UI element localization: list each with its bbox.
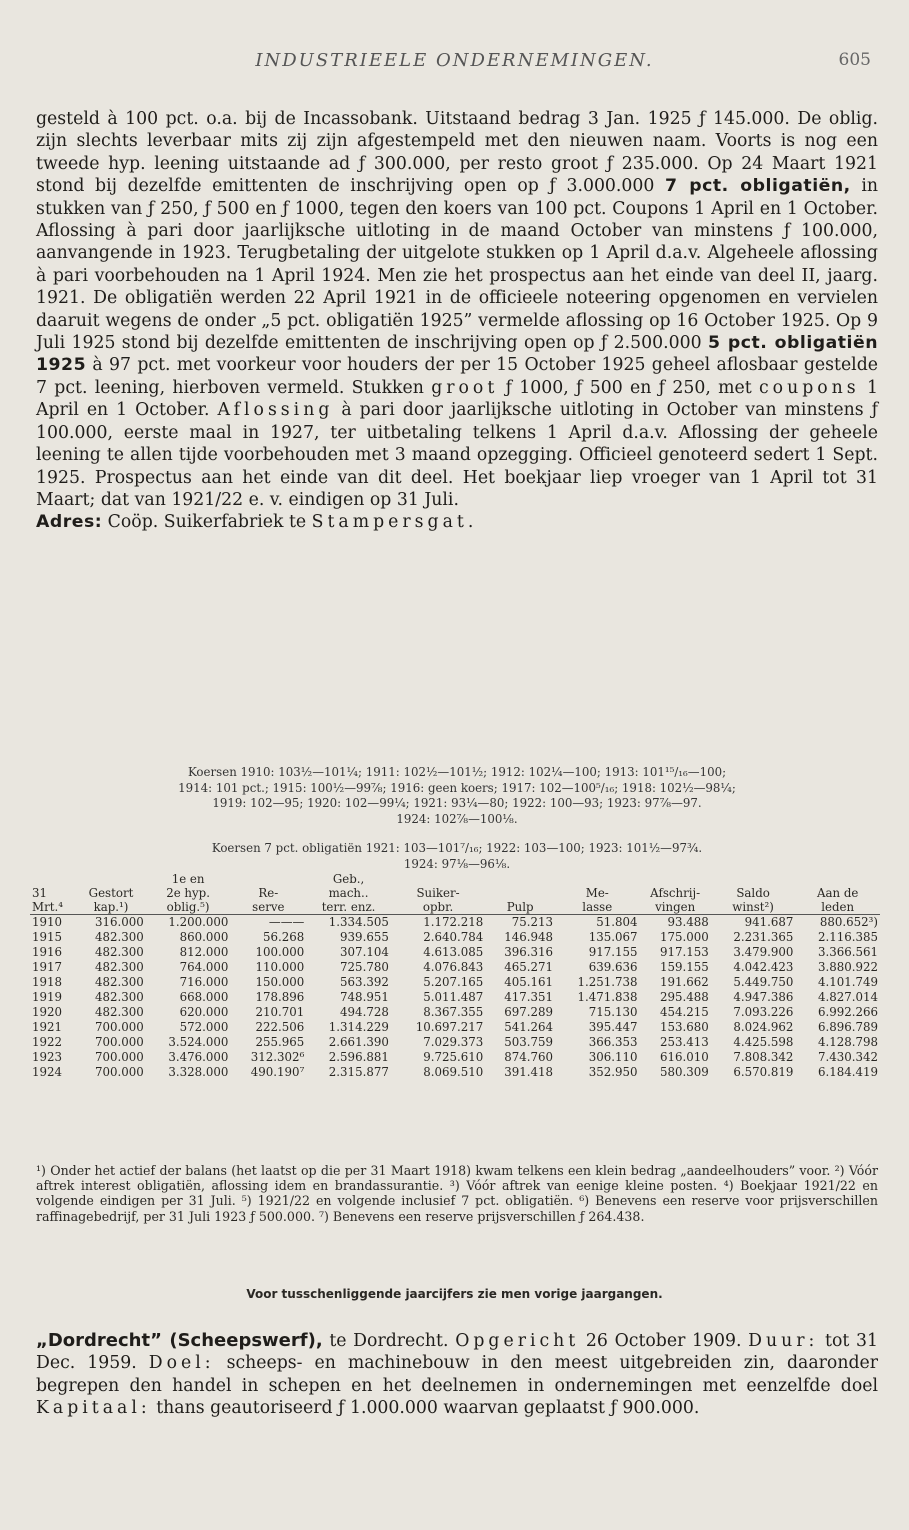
price-line: Koersen 7 pct. obligatiën 1921: 103—101⁷/₁₆; 1922: 103—100; 1923: 101½—97¾.	[211, 841, 703, 855]
text-run: 26 October 1909.	[579, 1331, 749, 1351]
table-cell: 482.300	[95, 930, 144, 944]
table-cell: 1924	[32, 1065, 63, 1079]
table-cell: 1918	[32, 975, 63, 989]
table-row	[30, 960, 880, 975]
table-cell: 255.965	[255, 1035, 305, 1049]
table-cell: 454.215	[660, 1005, 709, 1019]
table-cell: 748.951	[340, 990, 389, 1004]
table-cell: 253.413	[660, 1035, 709, 1049]
table-cell: 3.880.922	[817, 960, 878, 974]
table-cell: 939.655	[340, 930, 389, 944]
table-cell: 764.000	[179, 960, 229, 974]
column-header	[306, 872, 391, 915]
text-run: in stukken van ƒ 250, ƒ 500 en ƒ 1000, tegen den koers van 100 pct. Coupons 1 April en 1 October. Aflossing à pari door jaarlijksche uitloting in de maand October van minstens ƒ 100.000, aanvangende in 1923. Terugbetaling der uitgelote stukken op 1 April d.a.v. Algeheele aflossing à pari voorbehouden na 1 April 1924. Men zie het prospectus aan het einde van deel II, jaarg. 1921. De obligatiën werden 22 April 1921 in de officieele noteering opgenomen en vervielen daaruit wegens de onder „5 pct. obligatiën 1925” vermelde aflossing op 16 October 1925. Op 9 Juli 1925 stond bij dezelfde emittenten de inschrijving open op ƒ 2.500.000	[36, 176, 879, 354]
table-cell: 2.116.385	[817, 930, 878, 944]
table-cell: 4.076.843	[423, 960, 484, 974]
table-cell: 1915	[32, 930, 63, 944]
table-cell: 1.471.838	[577, 990, 638, 1004]
header-line: 31	[32, 886, 48, 900]
spaced-word: Doel:	[148, 1353, 215, 1374]
column-header	[485, 872, 555, 915]
column-header	[711, 872, 796, 915]
table-cell: 307.104	[340, 945, 389, 959]
table-cell: 7.029.373	[423, 1035, 484, 1049]
table-cell: 941.687	[744, 915, 794, 929]
spaced-word: Kapitaal:	[36, 1398, 151, 1419]
table-cell: 6.896.789	[817, 1020, 878, 1034]
table-cell: 417.351	[504, 990, 553, 1004]
header-line: mach..	[328, 886, 369, 900]
table-cell: 6.570.819	[733, 1065, 794, 1079]
table-cell: ———	[268, 915, 305, 929]
table-cell: 191.662	[660, 975, 709, 989]
header-line: 2e hyp.	[166, 886, 210, 900]
text-run: scheeps- en machinebouw in den meest uitgebreiden zin, daaronder begrepen den handel in schepen en het deelnemen in ondernemingen met eenzelfde doel	[36, 1353, 878, 1396]
table-cell: 405.161	[504, 975, 553, 989]
table-cell: 541.264	[504, 1020, 553, 1034]
price-line: Koersen 1910: 103½—101¼; 1911: 102½—101½; 1912: 102¼—100; 1913: 101¹⁵/₁₆—100;	[187, 765, 727, 779]
table-cell: 1920	[32, 1005, 63, 1019]
dordrecht-paragraph	[36, 1330, 878, 1420]
financial-table	[30, 872, 880, 1080]
header-line: winst²)	[732, 900, 774, 914]
table-cell: 5.449.750	[733, 975, 794, 989]
spaced-word: groot	[431, 377, 499, 398]
table-cell: 1.200.000	[168, 915, 229, 929]
header-line: Mrt.⁴	[32, 900, 63, 914]
table-cell: 175.000	[660, 930, 709, 944]
table-cell: 1917	[32, 960, 63, 974]
table-cell: 6.992.266	[817, 1005, 878, 1019]
company-name: „Dordrecht” (Scheepswerf),	[36, 1330, 323, 1351]
table-row	[30, 990, 880, 1005]
table-cell: 4.128.798	[817, 1035, 878, 1049]
table-cell: 3.524.000	[168, 1035, 229, 1049]
header-line: Suiker-	[416, 886, 460, 900]
table-cell: 917.153	[660, 945, 709, 959]
table-cell: 3.328.000	[168, 1065, 229, 1079]
table-cell: 1.314.229	[328, 1020, 389, 1034]
column-header	[640, 872, 711, 915]
table-cell: 312.302⁶	[250, 1050, 305, 1064]
table-cell: 482.300	[95, 990, 144, 1004]
footnotes	[36, 1163, 878, 1224]
text-run: tot 31 Dec. 1959.	[36, 1331, 879, 1374]
table-cell: 4.101.749	[817, 975, 878, 989]
table-cell: 465.271	[504, 960, 553, 974]
running-title: INDUSTRIEELE ONDERNEMINGEN.	[255, 50, 654, 71]
running-header	[0, 50, 909, 80]
spaced-word: Duur:	[748, 1331, 819, 1351]
table-cell: 395.447	[588, 1020, 638, 1034]
header-line: opbr.	[422, 900, 454, 914]
table-row	[30, 1050, 880, 1065]
table-cell: 146.948	[504, 930, 553, 944]
bold-heading: 7 pct. obligatiën,	[665, 176, 851, 197]
table-cell: 572.000	[179, 1020, 229, 1034]
address-line	[36, 511, 878, 533]
table-cell: 1919	[32, 990, 63, 1004]
table-cell: 222.506	[255, 1020, 305, 1034]
table-cell: 700.000	[95, 1020, 144, 1034]
table-cell: 639.636	[588, 960, 638, 974]
table-cell: 3.366.561	[817, 945, 878, 959]
header-line: lasse	[582, 900, 613, 914]
table-cell: 725.780	[340, 960, 389, 974]
address-label: Adres:	[36, 512, 103, 533]
table-cell: 8.069.510	[423, 1065, 484, 1079]
text-run: thans geautoriseerd ƒ 1.000.000 waarvan geplaatst ƒ 900.000.	[150, 1398, 700, 1419]
table-cell: 1910	[32, 915, 63, 929]
bond-paragraph	[36, 108, 878, 534]
price-line: 1924: 102⅞—100⅛.	[396, 811, 518, 826]
header-line: Afschrij-	[650, 886, 701, 900]
table-cell: 7.430.342	[817, 1050, 878, 1064]
page-number: 605	[838, 50, 871, 70]
price-line: 1919: 102—95; 1920: 102—99¼; 1921: 93¼—80; 1922: 100—93; 1923: 97⅞—97.	[212, 796, 702, 810]
table-cell: 3.479.900	[733, 945, 794, 959]
column-header	[391, 872, 485, 915]
price-line: 1924: 97⅛—96⅛.	[403, 856, 511, 871]
table-cell: 715.130	[588, 1005, 638, 1019]
header-line: Re-	[258, 886, 279, 900]
column-header	[555, 872, 640, 915]
header-line: serve	[252, 900, 285, 914]
column-header	[795, 872, 880, 915]
table-cell: 1.251.738	[577, 975, 638, 989]
table-cell: 396.316	[504, 945, 553, 959]
column-header	[230, 872, 306, 915]
table-cell: 1922	[32, 1035, 63, 1049]
table-row	[30, 1020, 880, 1035]
column-header	[30, 872, 76, 915]
table-cell: 616.010	[660, 1050, 709, 1064]
table-cell: 110.000	[255, 960, 305, 974]
table-row	[30, 975, 880, 990]
table-cell: 4.827.014	[817, 990, 878, 1004]
spaced-word: coupons	[759, 377, 860, 398]
text-run: à 97 pct. met voorkeur voor houders der per 15 October 1925 geheel aflosbaar gestelde 7 pct. leening, hierboven vermeld. Stukken	[36, 355, 878, 398]
table-cell: 482.300	[95, 960, 144, 974]
header-line: Saldo	[736, 886, 770, 900]
table-cell: 2.315.877	[328, 1065, 389, 1079]
table-cell: 917.155	[588, 945, 638, 959]
table-cell: 700.000	[95, 1035, 144, 1049]
table-cell: 2.661.390	[328, 1035, 389, 1049]
table-cell: 316.000	[95, 915, 144, 929]
header-line: Gestort	[88, 886, 134, 900]
table-cell: 563.392	[340, 975, 389, 989]
table-row	[30, 915, 880, 931]
table-row	[30, 1065, 880, 1080]
table-cell: 2.231.365	[733, 930, 794, 944]
table-cell: 860.000	[179, 930, 229, 944]
table-cell: 135.067	[588, 930, 638, 944]
table-cell: 295.488	[660, 990, 709, 1004]
column-header	[146, 872, 231, 915]
table-cell: 7.093.226	[733, 1005, 794, 1019]
table-cell: 1.334.505	[328, 915, 389, 929]
table-cell: 10.697.217	[415, 1020, 484, 1034]
text-run: gesteld à 100 pct. o.a. bij de Incassobank. Uitstaand bedrag 3 Jan. 1925 ƒ 145.000. De oblig. zijn slechts leverbaar mits zij zijn afgestempeld met den nieuwen naam. Voorts is nog een tweede hyp. leening uitstaande ad ƒ 300.000, per resto groot ƒ 235.000. Op 24 Maart 1921 stond bij dezelfde emittenten de inschrijving open op ƒ 3.000.000	[36, 109, 878, 197]
table-row	[30, 930, 880, 945]
text-run: 1 April en 1 October.	[36, 377, 878, 421]
table-cell: 4.042.423	[733, 960, 794, 974]
header-line: Me-	[585, 886, 609, 900]
table-cell: 150.000	[255, 975, 305, 989]
table-cell: 391.418	[504, 1065, 553, 1079]
table-cell: 4.613.085	[423, 945, 484, 959]
table-cell: 100.000	[255, 945, 305, 959]
table-cell: 5.207.165	[423, 975, 484, 989]
table-cell: 482.300	[95, 1005, 144, 1019]
column-header	[76, 872, 146, 915]
footnote-text: ¹) Onder het actief der balans (het laatst op die per 31 Maart 1918) kwam telkens een klein bedrag „aandeelhouders” voor. ²) Vóór aftrek interest obligatiën, aflossing idem en brandassurantie. ³) Vóór aftrek van eenige kleine posten. ⁴) Boekjaar 1921/22 en volgende eindigen per 31 Juli. ⁵) 1921/22 en volgende inclusief 7 pct. obligatiën. ⁶) Benevens een reserve voor prijsverschillen raffinagebedrijf, per 31 Juli 1923 ƒ 500.000. ⁷) Benevens een reserve prijsverschillen ƒ 264.438.	[36, 1163, 878, 1224]
table-cell: 93.488	[667, 915, 709, 929]
header-line: oblig.⁵)	[166, 900, 210, 914]
table-cell: 7.808.342	[733, 1050, 794, 1064]
text-run: à pari door jaarlijksche uitloting in October van minstens ƒ 100.000, eerste maal in 1927, ter uitbetaling telkens 1 April d.a.v. Aflossing der geheele leening te allen tijde voorbehouden met 3 maand opzegging. Officieel genoteerd sedert 1 Sept. 1925. Prospectus aan het einde van dit deel. Het boekjaar liep vroeger van 1 April tot 31 Maart; dat van 1921/22 e. v. eindigen op 31 Juli.	[36, 400, 878, 510]
table-cell: 482.300	[95, 945, 144, 959]
table-cell: 812.000	[179, 945, 229, 959]
header-line: 1e en	[171, 872, 205, 886]
table-cell: 153.680	[660, 1020, 709, 1034]
table-cell: 3.476.000	[168, 1050, 229, 1064]
table-cell: 6.184.419	[817, 1065, 878, 1079]
table-cell: 178.896	[255, 990, 305, 1004]
table-cell: 352.950	[588, 1065, 638, 1079]
spaced-word: Aflossing	[217, 400, 334, 421]
header-line: Pulp	[506, 900, 534, 914]
table-row	[30, 945, 880, 960]
spaced-word: Opgericht	[455, 1331, 580, 1351]
header-line: vingen	[655, 900, 696, 914]
table-cell: 51.804	[596, 915, 638, 929]
spaced-word: Stampersgat.	[311, 512, 478, 533]
table-cell: 2.596.881	[328, 1050, 389, 1064]
table-cell: 880.652³)	[819, 915, 878, 929]
table-header-row	[30, 872, 880, 915]
table-cell: 4.425.598	[733, 1035, 794, 1049]
table-cell: 668.000	[179, 990, 229, 1004]
text-run: Coöp. Suikerfabriek te	[102, 512, 312, 533]
table-cell: 700.000	[95, 1065, 144, 1079]
table-cell: 580.309	[660, 1065, 709, 1079]
price-line: 1914: 101 pct.; 1915: 100½—99⅞; 1916: geen koers; 1917: 102—100⁵/₁₆; 1918: 102½—98¼;	[178, 780, 736, 795]
table-cell: 8.024.962	[733, 1020, 794, 1034]
table-cell: 700.000	[95, 1050, 144, 1064]
text-run: ƒ 1000, ƒ 500 en ƒ 250, met	[498, 377, 759, 398]
table-cell: 4.947.386	[733, 990, 794, 1004]
table-row	[30, 1005, 880, 1020]
header-line: Geb.,	[332, 872, 365, 886]
text-run: te Dordrecht.	[322, 1331, 456, 1351]
table-cell: 874.760	[504, 1050, 553, 1064]
table-cell: 503.759	[504, 1035, 553, 1049]
table-cell: 1921	[32, 1020, 63, 1034]
table-cell: 9.725.610	[423, 1050, 484, 1064]
price-history	[36, 765, 878, 872]
table-cell: 210.701	[255, 1005, 305, 1019]
table-cell: 366.353	[588, 1035, 638, 1049]
table-cell: 494.728	[340, 1005, 389, 1019]
header-line: Aan de	[816, 886, 859, 900]
table-cell: 716.000	[179, 975, 229, 989]
table-cell: 620.000	[179, 1005, 229, 1019]
table-cell: 56.268	[263, 930, 305, 944]
header-line: kap.¹)	[93, 900, 129, 914]
table-cell: 8.367.355	[423, 1005, 484, 1019]
table-cell: 1916	[32, 945, 63, 959]
table-cell: 697.289	[504, 1005, 553, 1019]
table-cell: 1923	[32, 1050, 63, 1064]
table-cell: 75.213	[511, 915, 553, 929]
table-cell: 2.640.784	[423, 930, 484, 944]
table-cell: 1.172.218	[423, 915, 484, 929]
bold-heading: 5 pct. obligatiën 1925	[36, 333, 878, 376]
table-cell: 306.110	[588, 1050, 638, 1064]
table-cell: 482.300	[95, 975, 144, 989]
see-previous-note: Voor tusschenliggende jaarcijfers zie men vorige jaargangen.	[246, 1287, 663, 1301]
table-cell: 159.155	[660, 960, 709, 974]
header-line: leden	[821, 900, 855, 914]
table-cell: 490.190⁷	[250, 1065, 305, 1079]
table-cell: 5.011.487	[423, 990, 484, 1004]
table-row	[30, 1035, 880, 1050]
header-line: terr. enz.	[321, 900, 376, 914]
